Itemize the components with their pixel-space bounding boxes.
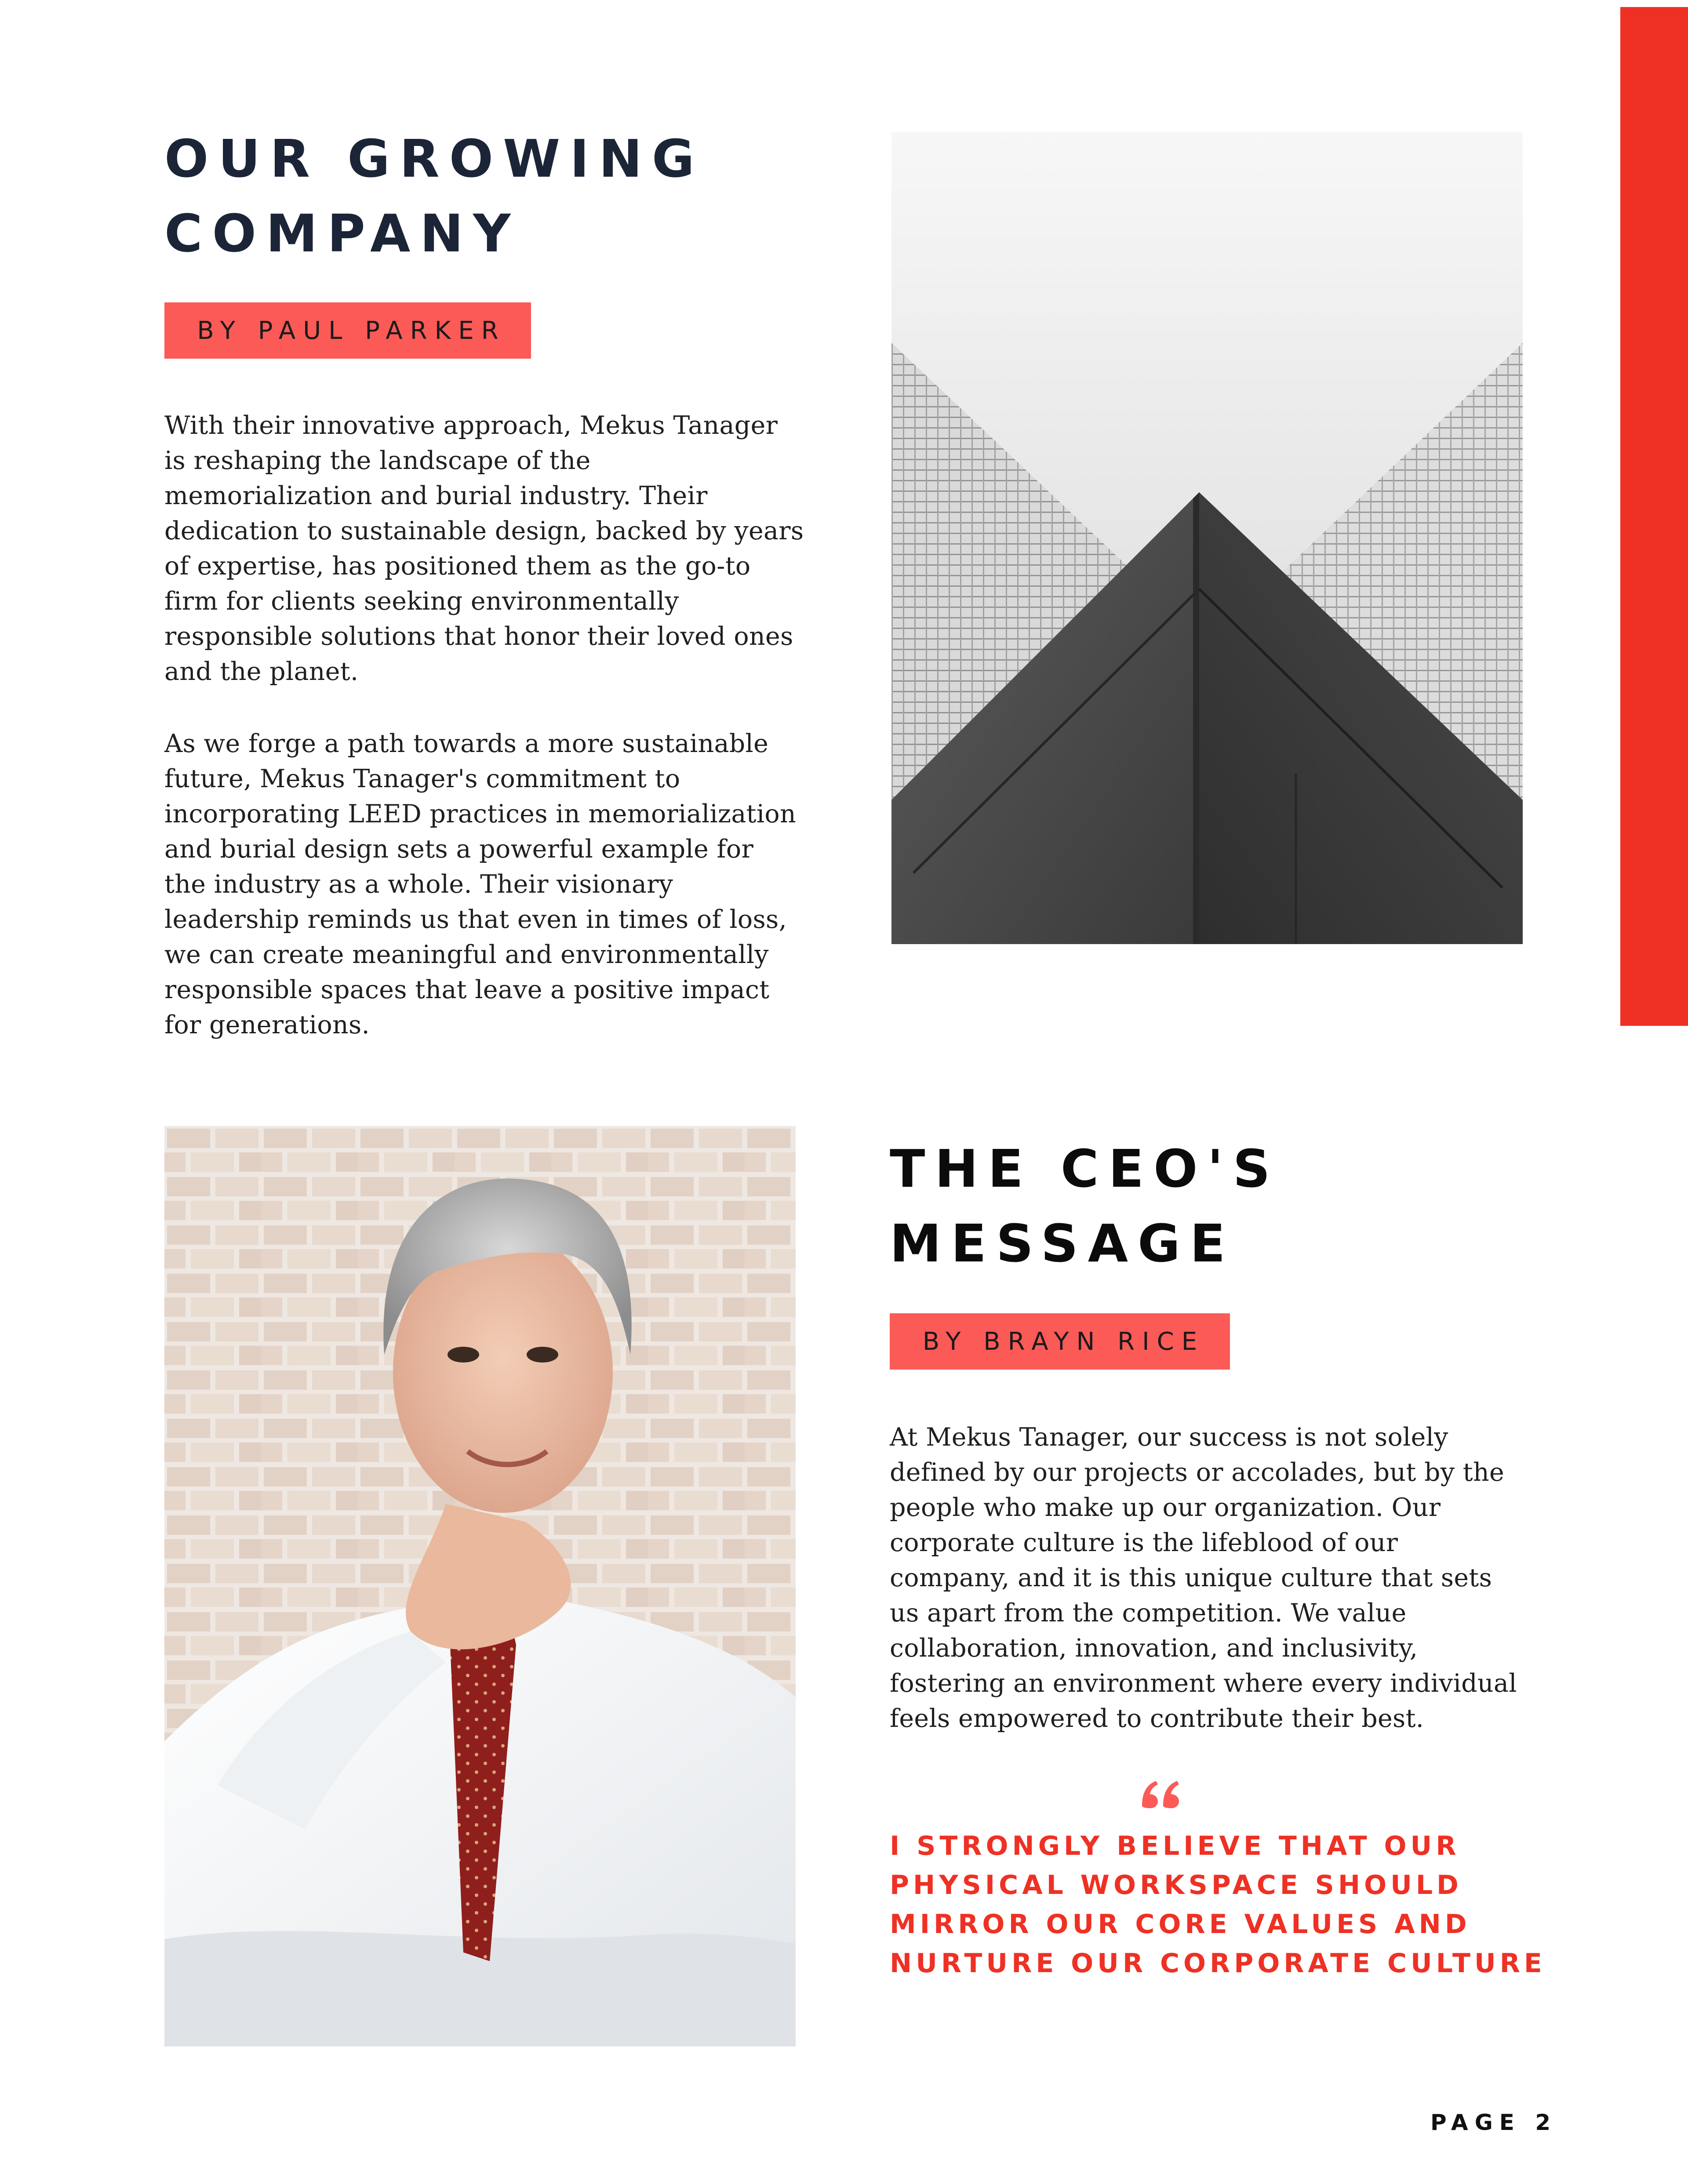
byline-brayn-rice: BY BRAYN RICE: [890, 1313, 1230, 1370]
growing-company-paragraph-1: With their innovative approach, Mekus Tanager is reshaping the landscape of the memorialization and burial industry. Their dedication to sustainable design, backed by years of expertise, has positioned them as the go-to firm for clients seeking environmentally responsible solutions that honor their loved ones and the planet.: [164, 411, 804, 686]
ceo-pull-quote: I STRONGLY BELIEVE THAT OUR PHYSICAL WORKSPACE SHOULD MIRROR OUR CORE VALUES AND NURTURE OUR CORPORATE CULTURE: [890, 1831, 1546, 1979]
page-number: PAGE 2: [1430, 2110, 1557, 2135]
red-accent-bar: [1620, 7, 1688, 1026]
section-title-ceo-message: THE CEO'S MESSAGE: [890, 1138, 1280, 1274]
ceo-portrait-photo: [164, 1126, 796, 2046]
growing-company-paragraph-2: As we forge a path towards a more sustainable future, Mekus Tanager's commitment to incorporating LEED practices in memorialization and burial design sets a powerful example for the industry as a whole. Their visionary leadership reminds us that even in times of loss, we can create meaningful and environmentally responsible spaces that leave a positive impact for generations.: [164, 729, 797, 1039]
quote-mark-icon: [1139, 1778, 1182, 1809]
byline-paul-parker: BY PAUL PARKER: [164, 302, 531, 359]
building-photo: [891, 132, 1523, 944]
ceo-message-paragraph: At Mekus Tanager, our success is not solely defined by our projects or accolades, but by the people who make up our organization. Our corporate culture is the lifeblood of our company, and it is this unique culture that sets us apart from the competition. We value collaboration, innovation, and inclusivity, fostering an environment where every individual feels empowered to contribute their best.: [890, 1423, 1517, 1733]
section-title-growing-company: OUR GROWING COMPANY: [164, 128, 704, 264]
